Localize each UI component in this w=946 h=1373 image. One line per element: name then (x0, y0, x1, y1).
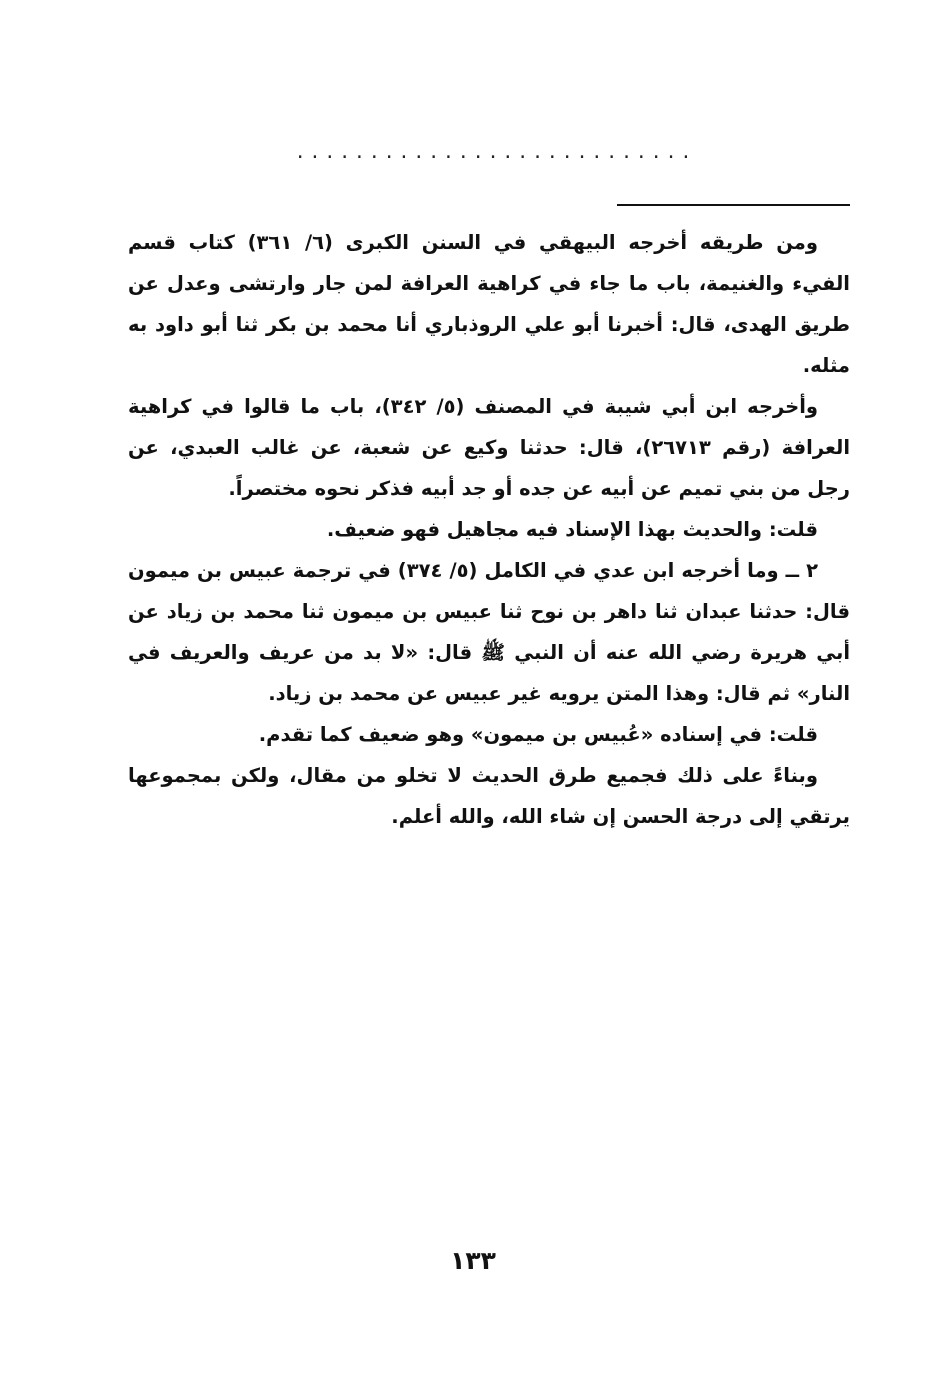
paragraph-verdict-2: قلت: في إسناده «عُبيس بن ميمون» وهو ضعيف كما تقدم. (258, 723, 818, 746)
page-number: ١٣٣ (450, 1246, 496, 1275)
paragraph-conclusion: وبناءً على ذلك فجميع طرق الحديث لا تخلو من مقال، ولكن بمجموعها يرتقي إلى درجة الحسن إن شاء الله، والله أعلم. (128, 764, 850, 828)
footnote-divider (617, 204, 850, 206)
ellipsis-separator: ........................... (294, 142, 696, 163)
paragraph-ibn-adi: ٢ ــ وما أخرجه ابن عدي في الكامل (٥/ ٣٧٤) في ترجمة عبيس بن ميمون قال: حدثنا عبدان ثنا داهر بن نوح ثنا عبيس بن ميمون ثنا محمد بن زياد عن أبي هريرة رضي الله عنه أن النبي ﷺ قال: «لا بد من عريف والعريف في النار» ثم قال: وهذا المتن يرويه غير عبيس عن محمد بن زياد. (128, 559, 850, 705)
paragraph-bayhaqi: ومن طريقه أخرجه البيهقي في السنن الكبرى (٦/ ٣٦١) كتاب قسم الفيء والغنيمة، باب ما جاء في كراهية العرافة لمن جار وارتشى وعدل عن طريق الهدى، قال: أخبرنا أبو علي الروذباري أنا محمد بن بكر ثنا أبو داود به مثله. (128, 231, 850, 377)
paragraph-verdict-1: قلت: والحديث بهذا الإسناد فيه مجاهيل فهو ضعيف. (326, 518, 818, 541)
paragraph-ibn-abi-shaybah: وأخرجه ابن أبي شيبة في المصنف (٥/ ٣٤٢)، باب ما قالوا في كراهية العرافة (رقم ٢٦٧١٣)، قال: حدثنا وكيع عن شعبة، عن غالب العبدي، عن رجل من بني تميم عن أبيه عن جده أو جد أبيه فذكر نحوه مختصراً. (128, 395, 851, 500)
footnote-text (128, 222, 850, 837)
